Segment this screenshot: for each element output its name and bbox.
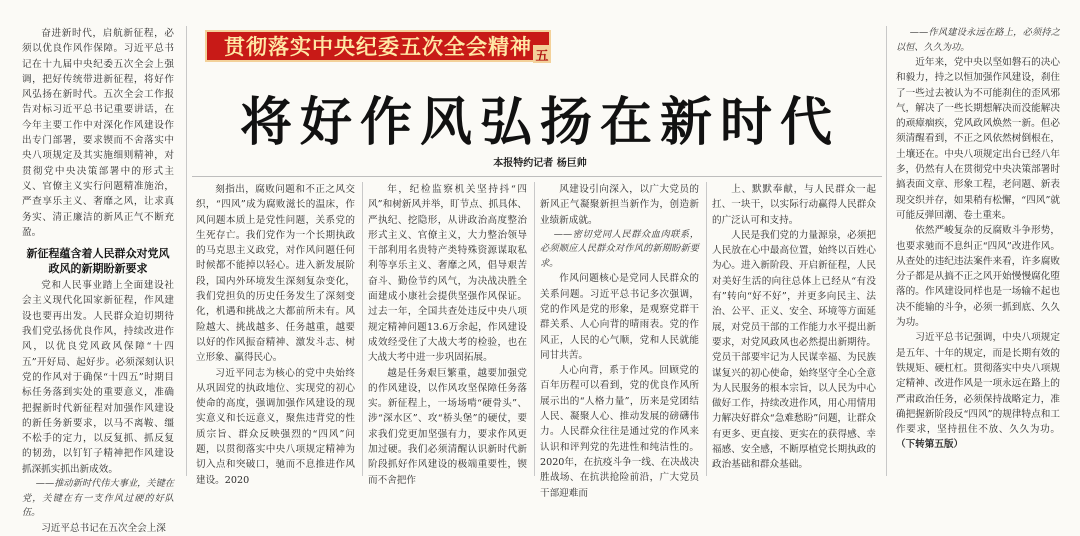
- banner-badge: 五: [533, 45, 551, 63]
- paragraph: 近年来，党中央以坚如磐石的决心和毅力，持之以恒加强作风建设，刹住了一些过去被认为不可能刹住的歪风邪气，解决了一些长期想解决而没能解决的顽瘴痼疾，党风政风焕然一新。但必须清醒看到，不正之风依然树倒根在，土壤还在。中央八项规定出台已经八年多，仍然有人在贯彻党中央决策部署时搞表面文章、形象工程，老问题、新表现交织并存，如果稍有松懈，“四风”就可能反弹回潮、卷土重来。: [896, 57, 1060, 221]
- section-subhead: 新征程蕴含着人民群众对党风政风的新期盼新要求: [26, 247, 170, 276]
- continued-note: （下转第五版）: [896, 439, 964, 451]
- column-divider: [186, 26, 187, 476]
- section-quote: ——作风建设永远在路上，必须持之以恒、久久为功。: [896, 27, 1060, 53]
- banner-title: 贯彻落实中央纪委五次全会精神: [224, 35, 532, 59]
- article-column-5: [712, 182, 876, 473]
- paragraph: 习近平总书记在五次全会上深: [41, 522, 166, 534]
- headline-rule: [192, 176, 882, 177]
- section-quote: ——推动新时代伟大事业，关键在党，关键在有一支作风过硬的好队伍。: [22, 478, 174, 519]
- article-column-6: [896, 26, 1060, 453]
- article-column-4: [540, 182, 699, 501]
- paragraph: 依然严峻复杂的反腐败斗争形势，也要求驰而不息纠正“四风”改进作风。从查处的违纪违法案件来看，许多腐败分子都是从搞不正之风开始慢慢腐化堕落的。作风建设同样也是一场输不起也决不能输的斗争，必须一抓到底、久久为功。: [896, 225, 1060, 329]
- paragraph: [896, 330, 1060, 452]
- section-banner: [205, 30, 551, 62]
- headline: 将好作风弘扬在新时代: [239, 92, 840, 153]
- paragraph: 作风问题核心是党同人民群众的关系问题。习近平总书记多次强调，党的作风是党的形象，是观察党群干群关系、人心向背的晴雨表。党的作风正，人民的心气顺，党和人民就能同甘共苦。: [540, 273, 699, 361]
- byline: 本报特约记者 杨巨帅: [493, 158, 587, 169]
- article-column-1: [22, 26, 174, 536]
- paragraph: 越是任务艰巨繁重，越要加强党的作风建设，以作风攻坚保障任务落实。新征程上，一场场啃“硬骨头”、涉“深水区”、攻“桥头堡”的硬仗，要求我们党更加坚强有力，要求作风更加过硬。我们必须清醒认识新时代新阶段抓好作风建设的极端重要性，锲而不舍把作: [368, 367, 527, 486]
- section-quote: ——密切党同人民群众血肉联系，必须顺应人民群众对作风的新期盼新要求。: [540, 228, 699, 269]
- article-column-2: [196, 182, 355, 488]
- paragraph: 奋进新时代，启航新征程，必须以优良作风作保障。习近平总书记在十九届中央纪委五次全会上强调，把好传统带进新征程，将好作风弘扬在新时代。五次全会工作报告对标习近平总书记重要讲话，在今年主要工作中对深化作风建设作出专门部署，要求锲而不舍落实中央八项规定及其实施细则精神，对贯彻党中央决策部署中的形式主义、官僚主义实行问题精准施治，严查享乐主义、奢靡之风，让求真务实、清正廉洁的新风正气不断充盈。: [22, 28, 174, 238]
- paragraph: 刻指出，腐败问题和不正之风交织，“四风”成为腐败滋长的温床，作风问题本质上是党性问题，关系党的生死存亡。我们党作为一个长期执政的马克思主义政党，对作风问题任何时候都不能掉以轻心。进入新发展阶段，国内外环境发生深刻复杂变化，我们党担负的历史任务发生了深刻变化，机遇和挑战之大都前所未有。风险越大、挑战越多、任务越重，越要以好的作风振奋精神、激发斗志、树立形象、赢得民心。: [196, 184, 355, 364]
- paragraph: 年，纪检监察机关坚持抖“四风”和树新风并举，盯节点、抓具体、严执纪、挖隐形，从讲政治高度整治形式主义、官僚主义，大力整治领导干部利用名贵特产类特殊资源谋取私利等享乐主义、奢靡之风，倡导艰苦奋斗、勤俭节约风气，为决战决胜全面建成小康社会提供坚强作风保证。过去一年，全国共查处违反中央八项规定精神问题13.6万余起，作风建设成效经受住了大战大考的检验，也在大战大考中进一步巩固拓展。: [368, 184, 527, 364]
- paragraph: 上、默默奉献，与人民群众一起扛、一块干，以实际行动赢得人民群众的广泛认可和支持。: [712, 184, 876, 226]
- column-divider: [362, 182, 363, 476]
- paragraph: 习近平同志为核心的党中央始终从巩固党的执政地位、实现党的初心使命的高度，强调加强作风建设的现实意义和长远意义，聚焦违背党的性质宗旨、群众反映强烈的“四风”问题，以贯彻落实中央八项规定精神为切入点和突破口，驰而不息推进作风建设。2020: [196, 367, 355, 486]
- column-divider: [886, 26, 887, 476]
- column-divider: [706, 182, 707, 476]
- paragraph-text: 习近平总书记强调，中央八项规定是五年、十年的规定，而是长期有效的铁规矩、硬杠杠。贯彻落实中央八项规定精神、改进作风是一项永远在路上的严肃政治任务，必须保持战略定力，准确把握新阶段反“四风”的规律特点和工作要求，坚持扭住不放、久久为功。: [896, 332, 1060, 436]
- column-divider: [534, 182, 535, 476]
- paragraph: 人民是我们党的力量源泉，必须把人民放在心中最高位置，始终以百姓心为心。进入新阶段、开启新征程，人民对美好生活的向往总体上已经从“有没有”转向“好不好”，并更多向民主、法治、公平、正义、安全、环境等方面延展，对党员干部的工作能力水平提出新要求，对党风政风也必然提出新期待。党员干部要牢记为人民谋幸福、为民族谋复兴的初心使命，始终坚守全心全意为人民服务的根本宗旨，以人民为中心做好工作，持续改进作风，用心用情用力解决好群众“急难愁盼”问题，让群众有更多、更直接、更实在的获得感、幸福感、安全感，不断厚植党长期执政的政治基础和群众基础。: [712, 229, 876, 471]
- paragraph: 风建设引向深入，以广大党员的新风正气凝聚新担当新作为，创造新业绩新成就。: [540, 184, 699, 226]
- paragraph: 党和人民事业踏上全面建设社会主义现代化国家新征程，作风建设也要再出发。人民群众迫切期待我们党弘扬优良作风，持续改进作风，以优良党风政风保障“十四五”开好局、起好步。必须深刻认识党的作风对于确保“十四五”时期目标任务落到实处的重要意义，准确把握新时代新征程对加强作风建设的新任务新要求，以马不离鞍、缰不松手的定力，以反复抓、抓反复的韧劲，以钉钉子精神把作风建设抓深抓实抓出新成效。: [22, 280, 174, 475]
- article-column-3: [368, 182, 527, 488]
- paragraph: 人心向背，系于作风。回顾党的百年历程可以看到，党的优良作风所展示出的“人格力量”，历来是党团结人民、凝聚人心、推动发展的磅礴伟力。人民群众往往是通过党的作风来认识和评判党的先进性和纯洁性的。2020年，在抗疫斗争一线、在决战决胜战场、在抗洪抢险前沿，广大党员干部迎难而: [540, 365, 699, 499]
